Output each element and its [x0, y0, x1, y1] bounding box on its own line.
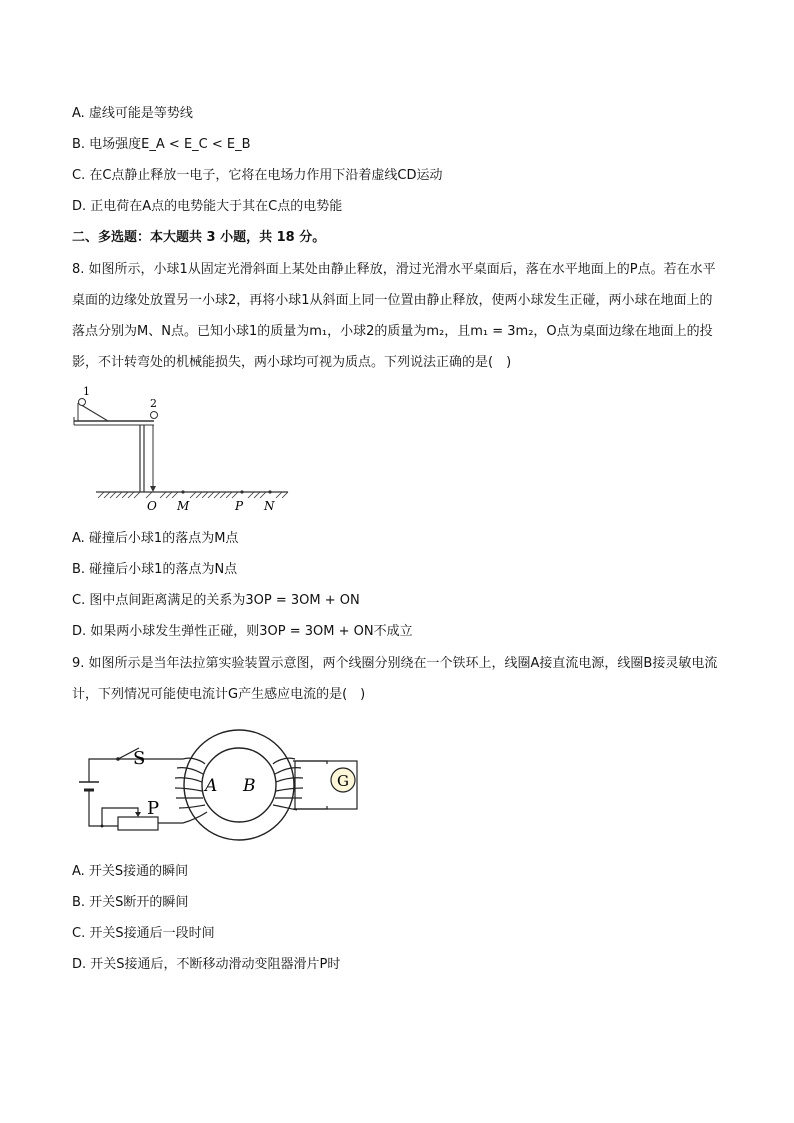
q8-label-p: P	[235, 499, 244, 513]
q8-label-o: O	[147, 499, 157, 513]
q9-slider	[135, 812, 141, 817]
q8-option-d: D. 如果两小球发生弹性正碰，则3OP = 3OM + ON不成立	[72, 624, 413, 639]
q7-option-b: B. 电场强度E_A < E_C < E_B	[72, 137, 251, 152]
q7-option-a: A. 虚线可能是等势线	[72, 106, 193, 121]
section-heading: 二、多选题：本大题共 3 小题，共 18 分。	[72, 230, 326, 245]
q8-ball-1	[79, 399, 86, 406]
q9-label-b: B	[243, 776, 256, 796]
q9-option-b: B. 开关S断开的瞬间	[72, 895, 189, 910]
q8-point-n	[268, 490, 271, 493]
q8-option-c: C. 图中点间距离满足的关系为3OP = 3OM + ON	[72, 593, 360, 608]
q8-option-b: B. 碰撞后小球1的落点为N点	[72, 562, 238, 577]
q8-ball-2	[151, 412, 158, 419]
q9-option-d: D. 开关S接通后，不断移动滑动变阻器滑片P时	[72, 957, 341, 972]
q8-label-1: 1	[83, 385, 90, 398]
q9-label-g: G	[337, 772, 349, 790]
q8-label-n: N	[264, 499, 275, 513]
q8-ground-hatch	[98, 492, 288, 498]
q9-coil-b	[273, 758, 303, 810]
q9-option-c: C. 开关S接通后一段时间	[72, 926, 215, 941]
q9-option-a: A. 开关S接通的瞬间	[72, 864, 189, 879]
q9-iron-ring	[184, 730, 294, 840]
q8-figure	[70, 385, 295, 515]
q9-label-p: P	[147, 798, 160, 819]
q8-label-2: 2	[150, 397, 157, 410]
q8-point-p	[240, 490, 243, 493]
q9-label-a: A	[205, 776, 218, 796]
q8-stem: 8. 如图所示，小球1从固定光滑斜面上某处由静止释放，滑过光滑水平桌面后，落在水平地面上的P点。若在水平桌面的边缘处放置另一小球2，再将小球1从斜面上同一位置由静止释放，使两小球发生正碰，两小球在地面上的落点分别为M、N点。已知小球1的质量为m₁，小球2的质量为m₂，且m₁ = 3m₂，O点为桌面边缘在地面上的投影，不计转弯处的机械能损失，两小球均可视为质点。下列说法正确的是( )	[72, 262, 716, 370]
q9-figure	[75, 722, 365, 852]
q7-option-d: D. 正电荷在A点的电势能大于其在C点的电势能	[72, 199, 343, 214]
q9-label-s: S	[133, 748, 146, 769]
q8-option-a: A. 碰撞后小球1的落点为M点	[72, 531, 239, 546]
q9-stem: 9. 如图所示是当年法拉第实验装置示意图，两个线圈分别绕在一个铁环上，线圈A接直流电源，线圈B接灵敏电流计，下列情况可能使电流计G产生感应电流的是( )	[72, 656, 718, 702]
q7-option-c: C. 在C点静止释放一电子，它将在电场力作用下沿着虚线CD运动	[72, 168, 443, 183]
q8-label-m: M	[177, 499, 190, 513]
q8-point-m	[181, 490, 184, 493]
